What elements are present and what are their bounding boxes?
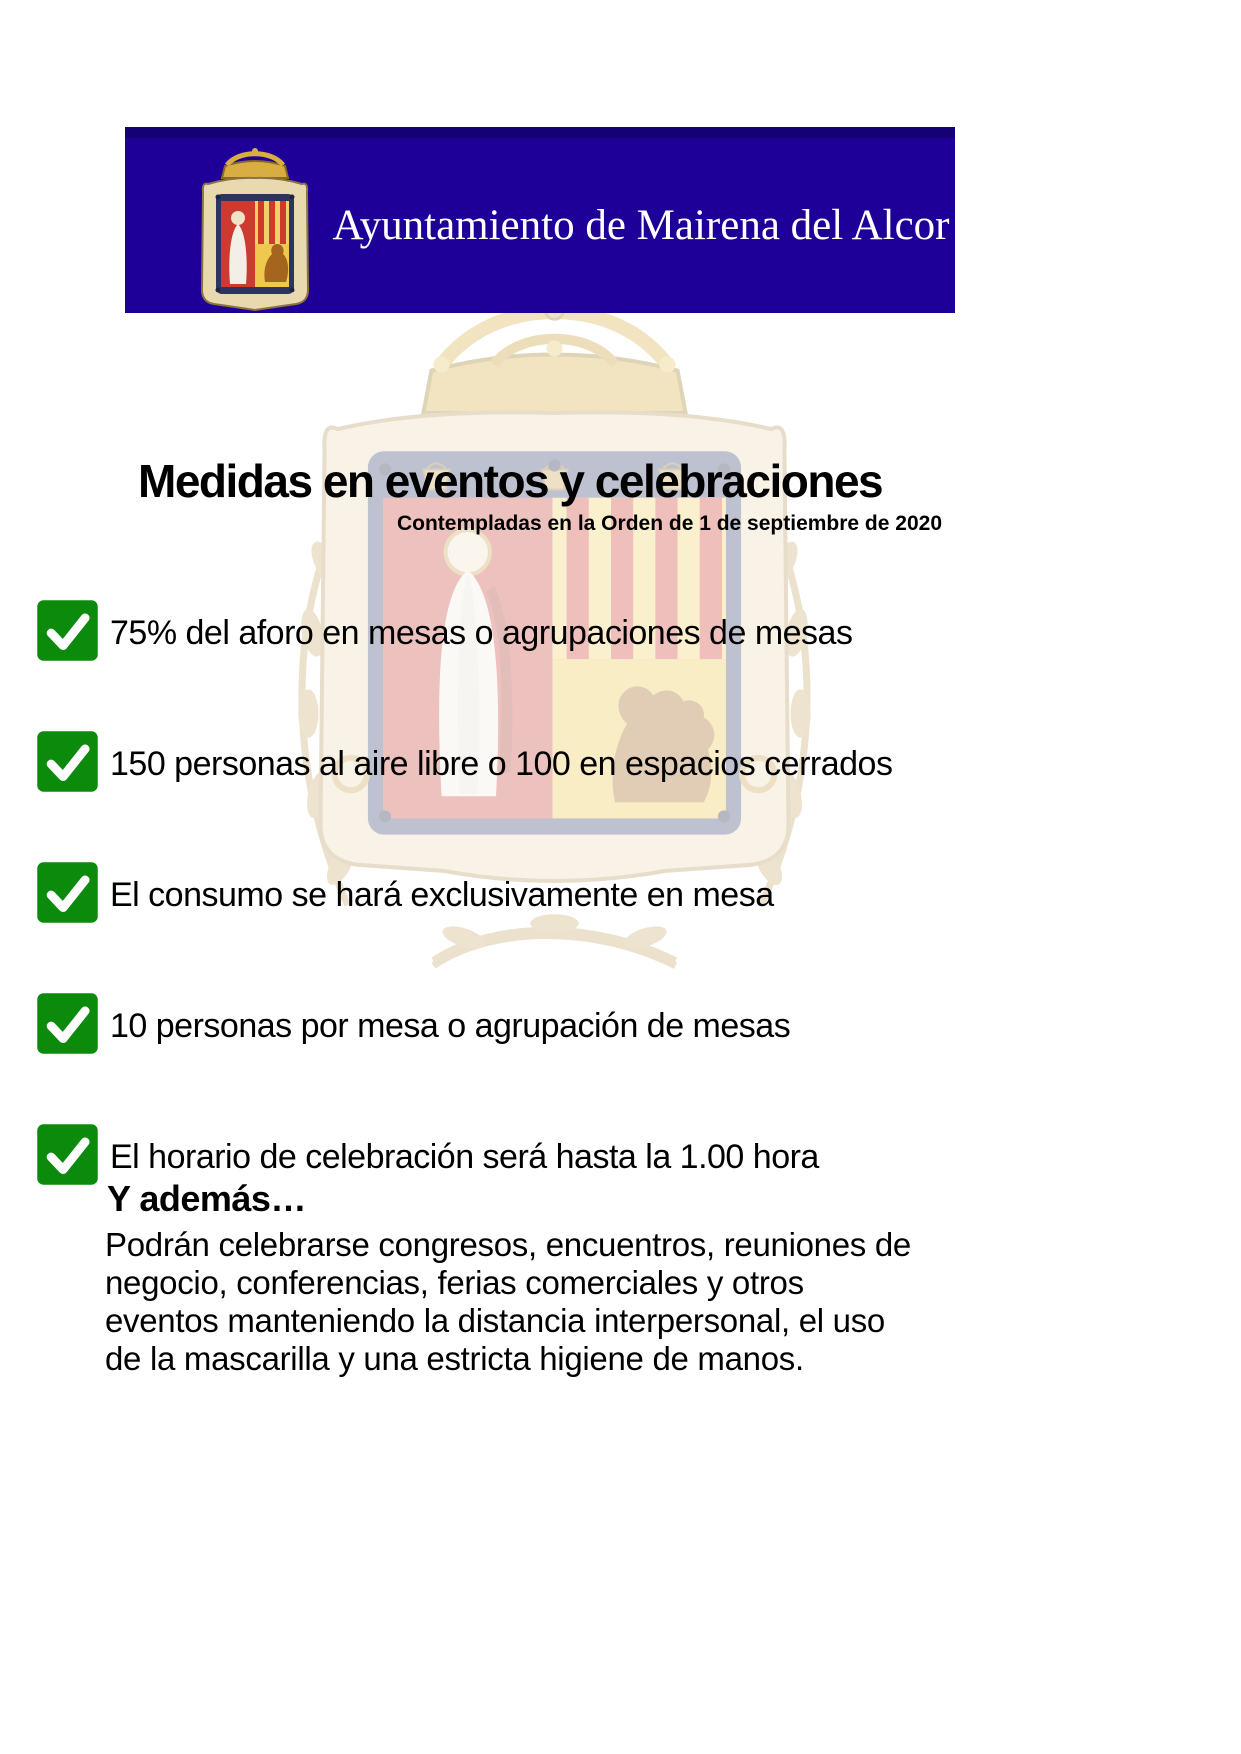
page-title: Medidas en eventos y celebraciones bbox=[138, 455, 883, 507]
page-subtitle: Contempladas en la Orden de 1 de septiembre de 2020 bbox=[396, 512, 942, 535]
measure-label: 150 personas al aire libre o 100 en espacios cerrados bbox=[110, 744, 893, 783]
measure-label: El horario de celebración será hasta la 1.00 hora bbox=[110, 1137, 819, 1176]
paragraph-line: negocio, conferencias, ferias comerciales y otros bbox=[105, 1264, 804, 1301]
measure-label: 10 personas por mesa o agrupación de mesas bbox=[110, 1006, 791, 1045]
check-icon bbox=[36, 992, 99, 1055]
paragraph-line: eventos manteniendo la distancia interpersonal, el uso bbox=[105, 1302, 885, 1339]
banner-title: Ayuntamiento de Mairena del Alcor bbox=[332, 202, 950, 249]
check-icon bbox=[36, 730, 99, 793]
coat-of-arms-icon bbox=[180, 144, 330, 312]
check-icon bbox=[36, 599, 99, 662]
measure-label: 75% del aforo en mesas o agrupaciones de mesas bbox=[110, 613, 853, 652]
measure-label: El consumo se hará exclusivamente en mesa bbox=[110, 875, 774, 914]
measure-item bbox=[36, 729, 892, 793]
check-icon bbox=[36, 1123, 99, 1186]
extra-heading: Y además… bbox=[107, 1178, 306, 1219]
measure-item bbox=[36, 598, 852, 662]
paragraph-line: Podrán celebrarse congresos, encuentros, reuniones de bbox=[105, 1226, 911, 1263]
extra-paragraph bbox=[105, 1226, 985, 1378]
check-icon bbox=[36, 861, 99, 924]
measure-item bbox=[36, 860, 774, 924]
measure-item bbox=[36, 991, 790, 1055]
paragraph-line: de la mascarilla y una estricta higiene de manos. bbox=[105, 1340, 804, 1377]
header-banner bbox=[125, 127, 955, 313]
measure-item bbox=[36, 1122, 819, 1186]
